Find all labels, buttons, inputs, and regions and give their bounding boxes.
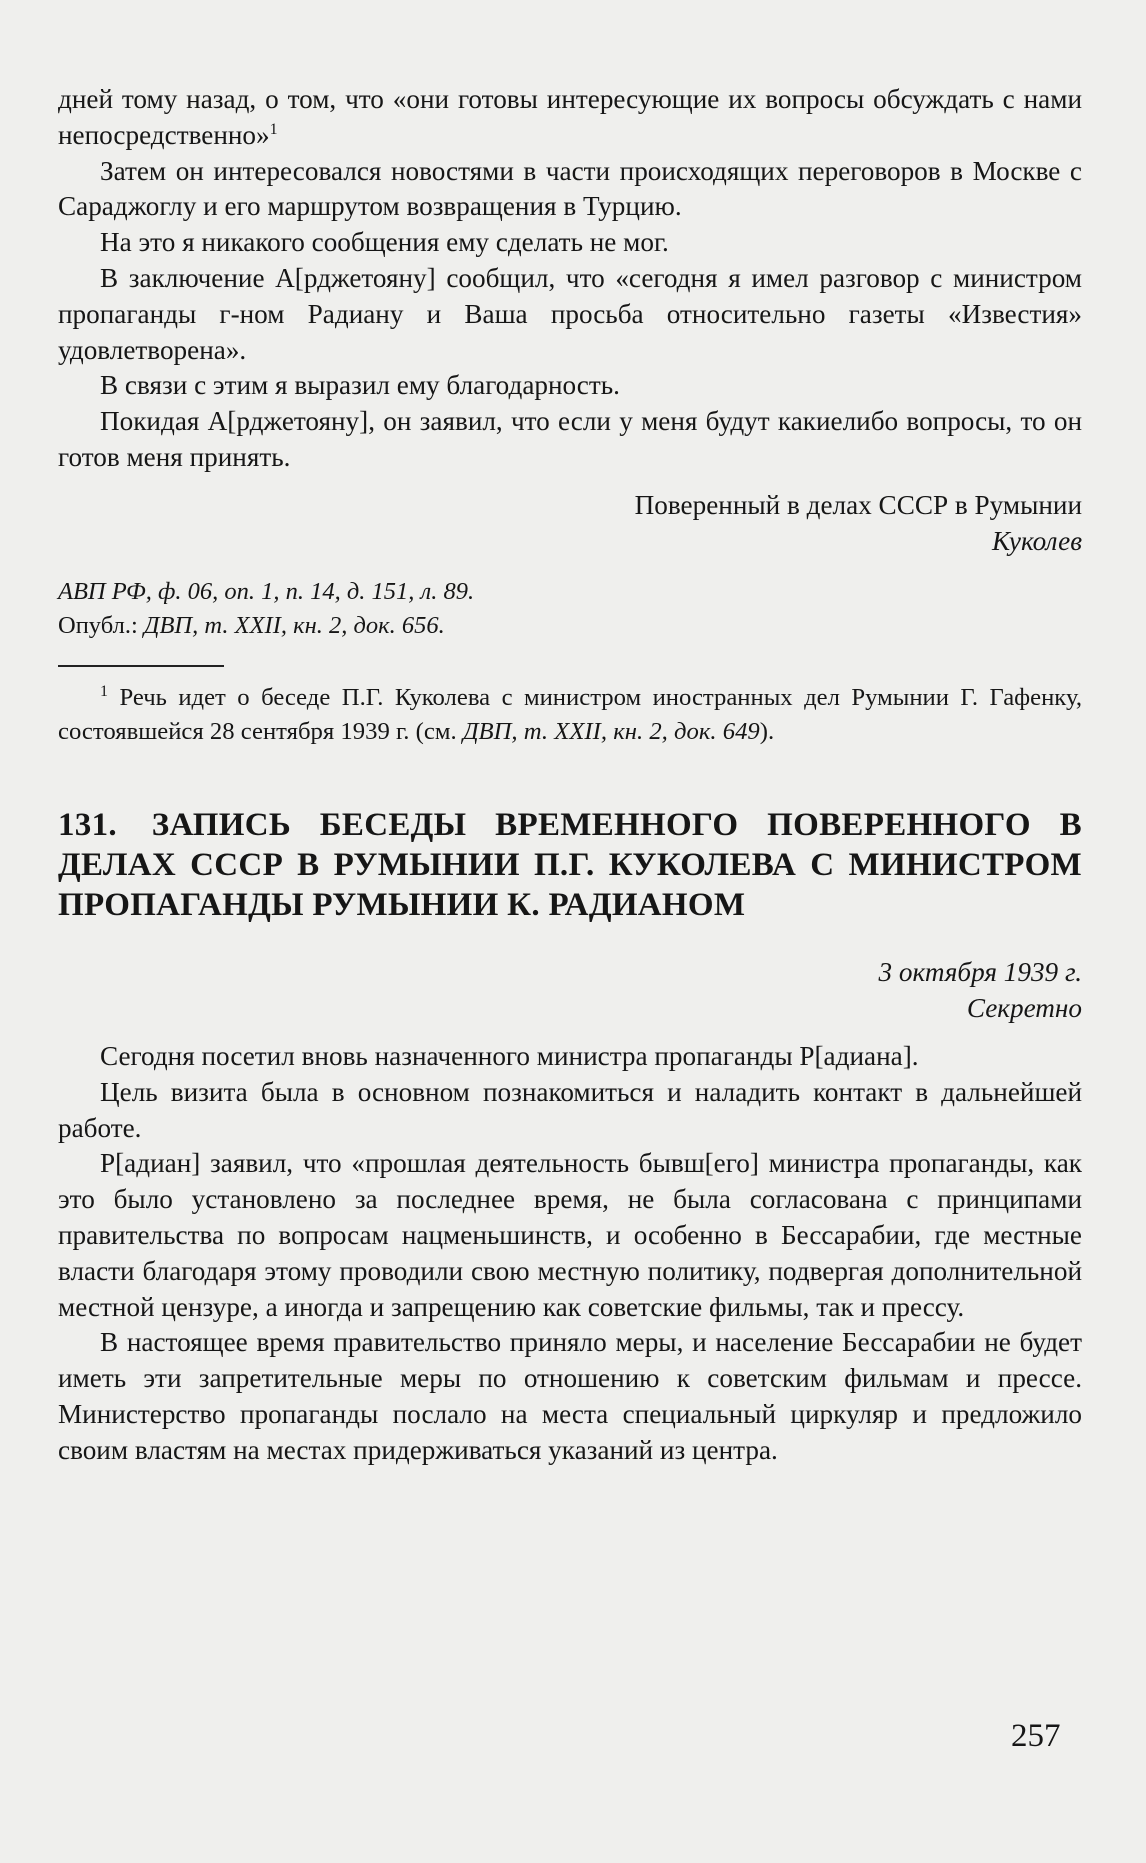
paragraph: Покидая А[рджетояну], он заявил, что если у меня будут какиелибо вопросы, то он готов меня принять.: [58, 406, 1082, 472]
paragraph: Цель визита была в основном познакомиться и наладить контакт в дальнейшей работе.: [58, 1076, 1082, 1143]
page-body: [58, 82, 1082, 1469]
paragraph: В заключение А[рджетояну] сообщил, что «сегодня я имел разговор с министром пропаганды г-ном Радиану и Ваша просьба относительно газеты «Известия» удовлетворена».: [58, 262, 1082, 365]
paragraph: Р[адиан] заявил, что «прошлая деятельность бывш[его] министра пропаганды, как это было установлено за последнее время, не была согласована с принципами правительства по вопросам нацменьшинств, и особенно в Бессарабии, где местные власти благодаря этому проводили свою местную политику, подвергая дополнительной местной цензуре, а иногда и запрещению как советские фильмы, так и прессу.: [58, 1148, 1082, 1322]
paragraph: В настоящее время правительство приняло меры, и население Бессарабии не будет иметь эти запретительные меры по отношению к советским фильмам и прессе. Министерство пропаганды послало на места специальный циркуляр и предложило своим властям на местах придерживаться указаний из центра.: [58, 1327, 1082, 1465]
publication-reference: Опубл.: ДВП, т. XXII, кн. 2, док. 656.: [58, 612, 445, 640]
paragraph: Сегодня посетил вновь назначенного министра пропаганды Р[адиана].: [100, 1040, 919, 1071]
signature-name: Куколев: [992, 525, 1082, 556]
archive-reference: АВП РФ, ф. 06, оп. 1, п. 14, д. 151, л. 89.: [58, 578, 475, 606]
document-date: 3 октября 1939 г.: [878, 957, 1082, 988]
footnote-marker: 1: [269, 120, 278, 138]
paragraph: На это я никакого сообщения ему сделать не мог.: [100, 227, 669, 258]
paragraph: Затем он интересовался новостями в части происходящих переговоров в Москве с Сараджоглу и его маршрутом возвращения в Турцию.: [58, 155, 1082, 222]
page-number: 257: [1011, 1718, 1061, 1754]
signature-title: Поверенный в делах СССР в Румынии: [634, 489, 1082, 520]
paragraph-continuation: дней тому назад, о том, что «они готовы интересующие их вопросы обсуждать с нами непосредственно»$^1$: [58, 84, 1082, 150]
footnote: $^1$ Речь идет о беседе П.Г. Куколева с министром иностранных дел Румынии Г. Гафенку, состоявшейся 28 сентября 1939 г. (см. ДВП, т. XXII, кн. 2, док. 649).: [58, 683, 1082, 746]
footnote-divider: [58, 665, 224, 667]
document-heading: 131. ЗАПИСЬ БЕСЕДЫ ВРЕМЕННОГО ПОВЕРЕННОГО В ДЕЛАХ СССР В РУМЫНИИ П.Г. КУКОЛЕВА С МИНИСТРОМ ПРОПАГАНДЫ РУМЫНИИ К. РАДИАНОМ: [58, 807, 1082, 924]
paragraph: В связи с этим я выразил ему благодарность.: [100, 370, 620, 401]
document-classification: Секретно: [966, 993, 1082, 1024]
